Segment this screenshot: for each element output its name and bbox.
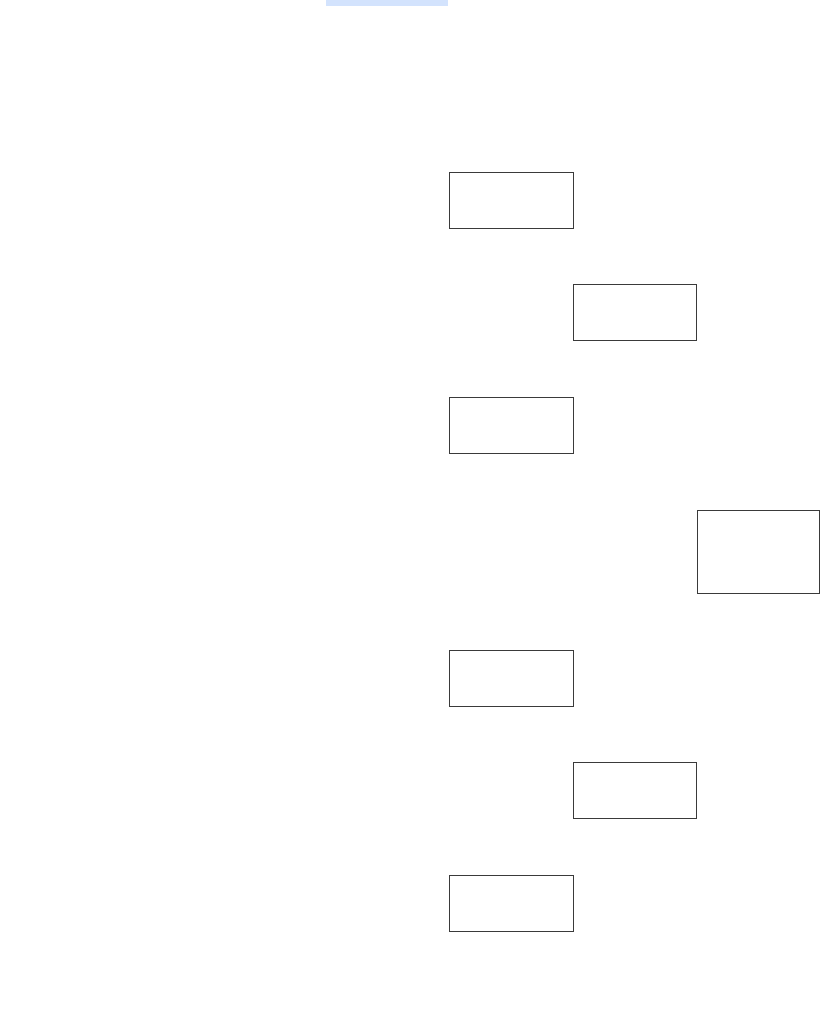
semi-final-box[interactable] (573, 284, 697, 341)
quarter-final-box[interactable] (449, 172, 574, 229)
quarter-final-box[interactable] (449, 875, 574, 932)
quarter-final-box[interactable] (449, 650, 574, 707)
column-selection-indicator (326, 0, 448, 6)
semi-final-box[interactable] (573, 762, 697, 819)
final-box[interactable] (697, 510, 820, 594)
quarter-final-box[interactable] (449, 397, 574, 454)
